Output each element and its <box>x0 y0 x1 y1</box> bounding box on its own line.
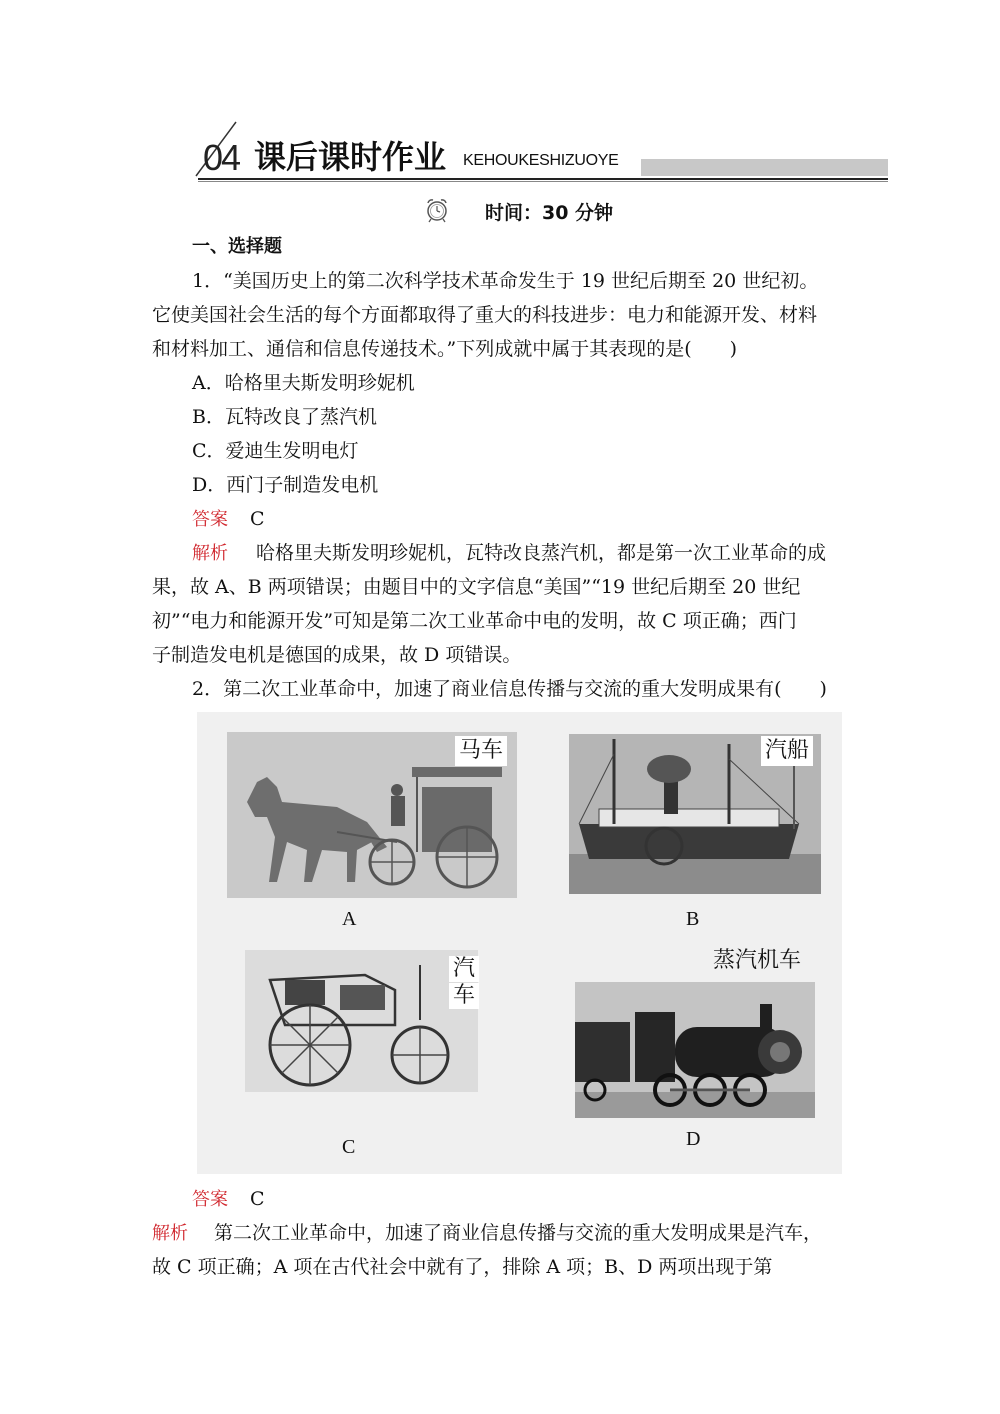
q1-option-b: B．瓦特改良了蒸汽机 <box>192 406 377 428</box>
automobile-image <box>245 950 478 1092</box>
q1-stem-line: 1．“美国历史上的第二次科学技术革命发生于 19 世纪后期至 20 世纪初。 <box>192 270 819 292</box>
option-letter-b: B <box>686 908 700 930</box>
q1-analysis-line: 哈格里夫斯发明珍妮机，瓦特改良蒸汽机，都是第一次工业革命的成 <box>256 542 827 564</box>
q2-analysis-line: 第二次工业革命中，加速了商业信息传播与交流的重大发明成果是汽车， <box>214 1222 823 1244</box>
q2-analysis-line: 故 C 项正确；A 项在古代社会中就有了，排除 A 项；B、D 两项出现于第 <box>152 1256 773 1278</box>
page-title-pinyin: KEHOUKESHIZUOYE <box>463 152 619 169</box>
q2-figure <box>197 712 842 1174</box>
q2-stem: 2．第二次工业革命中，加速了商业信息传播与交流的重大发明成果有( ) <box>192 678 827 700</box>
carriage-label: 马车 <box>455 736 507 766</box>
option-letter-d: D <box>686 1128 701 1150</box>
q1-option-c: C．爱迪生发明电灯 <box>192 440 359 462</box>
page-title: 课后课时作业 <box>254 138 447 176</box>
locomotive-image <box>575 982 815 1118</box>
automobile-label-line1: 汽 <box>449 956 479 982</box>
automobile-label-line2: 车 <box>449 983 479 1009</box>
header-rule <box>198 178 888 180</box>
header-bar <box>641 159 888 176</box>
q2-answer-label: 答案 <box>192 1189 228 1210</box>
q2-analysis-label: 解析 <box>152 1223 188 1244</box>
option-letter-a: A <box>342 908 357 930</box>
q1-analysis-line: 初”“电力和能源开发”可知是第二次工业革命中电的发明，故 C 项正确；西门 <box>152 610 797 632</box>
q1-analysis-line: 果，故 A、B 两项错误；由题目中的文字信息“美国”“19 世纪后期至 20 世纪 <box>152 576 801 598</box>
time-limit: 时间：30 分钟 <box>485 202 614 224</box>
q1-option-a: A．哈格里夫斯发明珍妮机 <box>192 372 415 394</box>
q1-stem-line: 它使美国社会生活的每个方面都取得了重大的科技进步：电力和能源开发、材料 <box>152 304 818 326</box>
q1-answer-label: 答案 <box>192 509 228 530</box>
q1-analysis-label: 解析 <box>192 543 228 564</box>
locomotive-label: 蒸汽机车 <box>713 948 802 973</box>
header-rule-thin <box>198 181 888 182</box>
header-number: 04 <box>203 137 240 178</box>
alarm-clock-icon <box>423 196 451 224</box>
q1-analysis-line: 子制造发电机是德国的成果，故 D 项错误。 <box>152 644 522 666</box>
q1-stem-line: 和材料加工、通信和信息传递技术。”下列成就中属于其表现的是( ) <box>152 338 738 360</box>
steamship-label: 汽船 <box>761 736 813 766</box>
q2-answer: C <box>250 1188 265 1210</box>
section-title: 一、选择题 <box>192 236 282 257</box>
option-letter-c: C <box>342 1136 356 1158</box>
q1-option-d: D．西门子制造发电机 <box>192 474 379 496</box>
q1-answer: C <box>250 508 265 530</box>
